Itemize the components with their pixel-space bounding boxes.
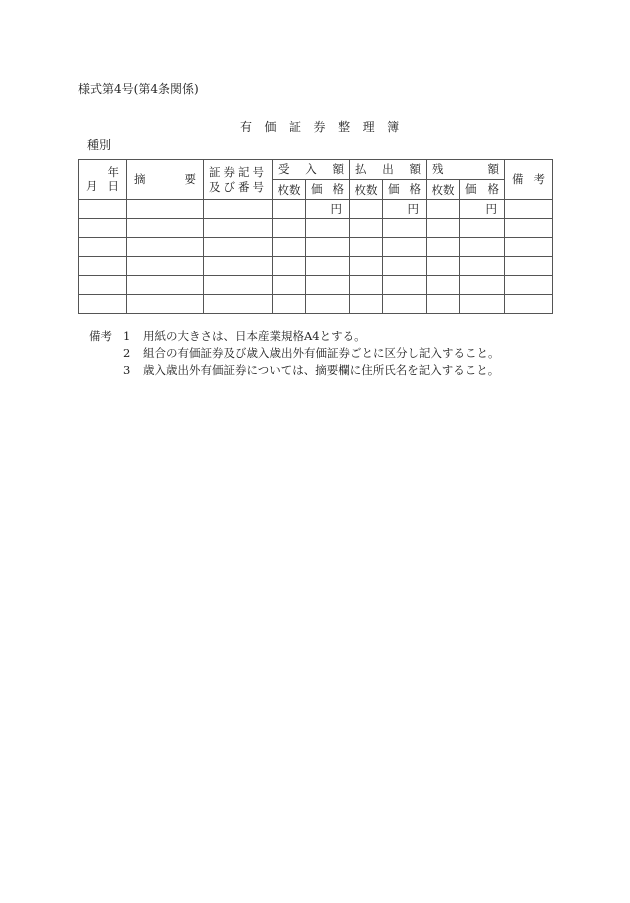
cell[interactable] <box>350 219 383 238</box>
date-header <box>79 160 127 200</box>
cell[interactable] <box>383 295 427 314</box>
cell[interactable] <box>79 257 127 276</box>
title-char: 有 <box>240 120 253 134</box>
receipt-header: 受 入 額 <box>273 160 350 180</box>
cell[interactable] <box>505 257 553 276</box>
cell[interactable] <box>350 276 383 295</box>
cell[interactable] <box>350 238 383 257</box>
cell[interactable] <box>127 238 204 257</box>
form-number: 様式第4号(第4条関係) <box>78 82 199 96</box>
cell[interactable] <box>273 257 306 276</box>
title-char: 理 <box>362 120 375 134</box>
cell[interactable] <box>273 276 306 295</box>
cell[interactable] <box>460 257 505 276</box>
yen-unit: 円 <box>460 200 505 219</box>
cell[interactable] <box>204 238 273 257</box>
cell[interactable] <box>427 219 460 238</box>
cell[interactable] <box>306 257 350 276</box>
table-row <box>79 276 553 295</box>
cell[interactable] <box>350 295 383 314</box>
title-char: 価 <box>264 120 277 134</box>
cell[interactable] <box>204 276 273 295</box>
cell[interactable] <box>204 257 273 276</box>
cell[interactable] <box>427 257 460 276</box>
note-item: 2 組合の有価証券及び歳入歳出外有価証券ごとに区分し記入すること。 <box>123 346 500 360</box>
cell[interactable] <box>204 200 273 219</box>
payment-count-header: 枚数 <box>350 180 383 200</box>
cell[interactable] <box>383 219 427 238</box>
cell[interactable] <box>79 219 127 238</box>
table-row <box>79 257 553 276</box>
table-row <box>79 200 553 219</box>
balance-price-header: 価 格 <box>460 180 505 200</box>
cell[interactable] <box>79 295 127 314</box>
cell[interactable] <box>460 238 505 257</box>
title-char: 簿 <box>387 120 400 134</box>
table-row <box>79 295 553 314</box>
cell[interactable] <box>306 238 350 257</box>
note-item: 備考 1 用紙の大きさは、日本産業規格A4とする。 <box>89 329 366 343</box>
cell[interactable] <box>306 219 350 238</box>
cell[interactable] <box>127 295 204 314</box>
cell[interactable] <box>273 295 306 314</box>
cell[interactable] <box>79 238 127 257</box>
cell[interactable] <box>79 200 127 219</box>
cell[interactable] <box>79 276 127 295</box>
security-number-header: 証券記号 及び番号 <box>204 160 273 200</box>
balance-header: 残 額 <box>427 160 505 180</box>
cell[interactable] <box>505 219 553 238</box>
cell[interactable] <box>306 295 350 314</box>
cell[interactable] <box>127 257 204 276</box>
cell[interactable] <box>127 219 204 238</box>
table-row <box>79 219 553 238</box>
securities-ledger-table <box>78 159 553 314</box>
cell[interactable] <box>383 276 427 295</box>
cell[interactable] <box>204 295 273 314</box>
category-label: 種別 <box>87 138 112 152</box>
payment-price-header: 価 格 <box>383 180 427 200</box>
cell[interactable] <box>505 200 553 219</box>
cell[interactable] <box>383 238 427 257</box>
cell[interactable] <box>427 238 460 257</box>
table-row <box>79 238 553 257</box>
month-label: 月 <box>86 179 98 194</box>
document-title <box>240 118 412 135</box>
receipt-price-header: 価 格 <box>306 180 350 200</box>
cell[interactable] <box>306 276 350 295</box>
cell[interactable] <box>427 295 460 314</box>
cell[interactable] <box>273 238 306 257</box>
day-label: 日 <box>107 179 119 194</box>
yen-unit: 円 <box>383 200 427 219</box>
cell[interactable] <box>127 200 204 219</box>
cell[interactable] <box>127 276 204 295</box>
title-char: 券 <box>313 120 326 134</box>
notes-section <box>89 328 500 379</box>
cell[interactable] <box>460 276 505 295</box>
cell[interactable] <box>273 219 306 238</box>
cell[interactable] <box>427 276 460 295</box>
note-item: 3 歳入歳出外有価証券については、摘要欄に住所氏名を記入すること。 <box>123 363 500 377</box>
cell[interactable] <box>204 219 273 238</box>
title-char: 整 <box>338 120 351 134</box>
cell[interactable] <box>273 200 306 219</box>
notes-label: 備考 <box>89 329 112 343</box>
cell[interactable] <box>350 200 383 219</box>
cell[interactable] <box>505 276 553 295</box>
title-char: 証 <box>289 120 302 134</box>
year-label: 年 <box>107 165 119 180</box>
cell[interactable] <box>460 219 505 238</box>
receipt-count-header: 枚数 <box>273 180 306 200</box>
payment-header: 払 出 額 <box>350 160 427 180</box>
cell[interactable] <box>505 295 553 314</box>
cell[interactable] <box>505 238 553 257</box>
cell[interactable] <box>460 295 505 314</box>
cell[interactable] <box>350 257 383 276</box>
cell[interactable] <box>427 200 460 219</box>
yen-unit: 円 <box>306 200 350 219</box>
cell[interactable] <box>383 257 427 276</box>
remarks-header: 備 考 <box>505 160 553 200</box>
balance-count-header: 枚数 <box>427 180 460 200</box>
summary-header: 摘 要 <box>127 160 204 200</box>
